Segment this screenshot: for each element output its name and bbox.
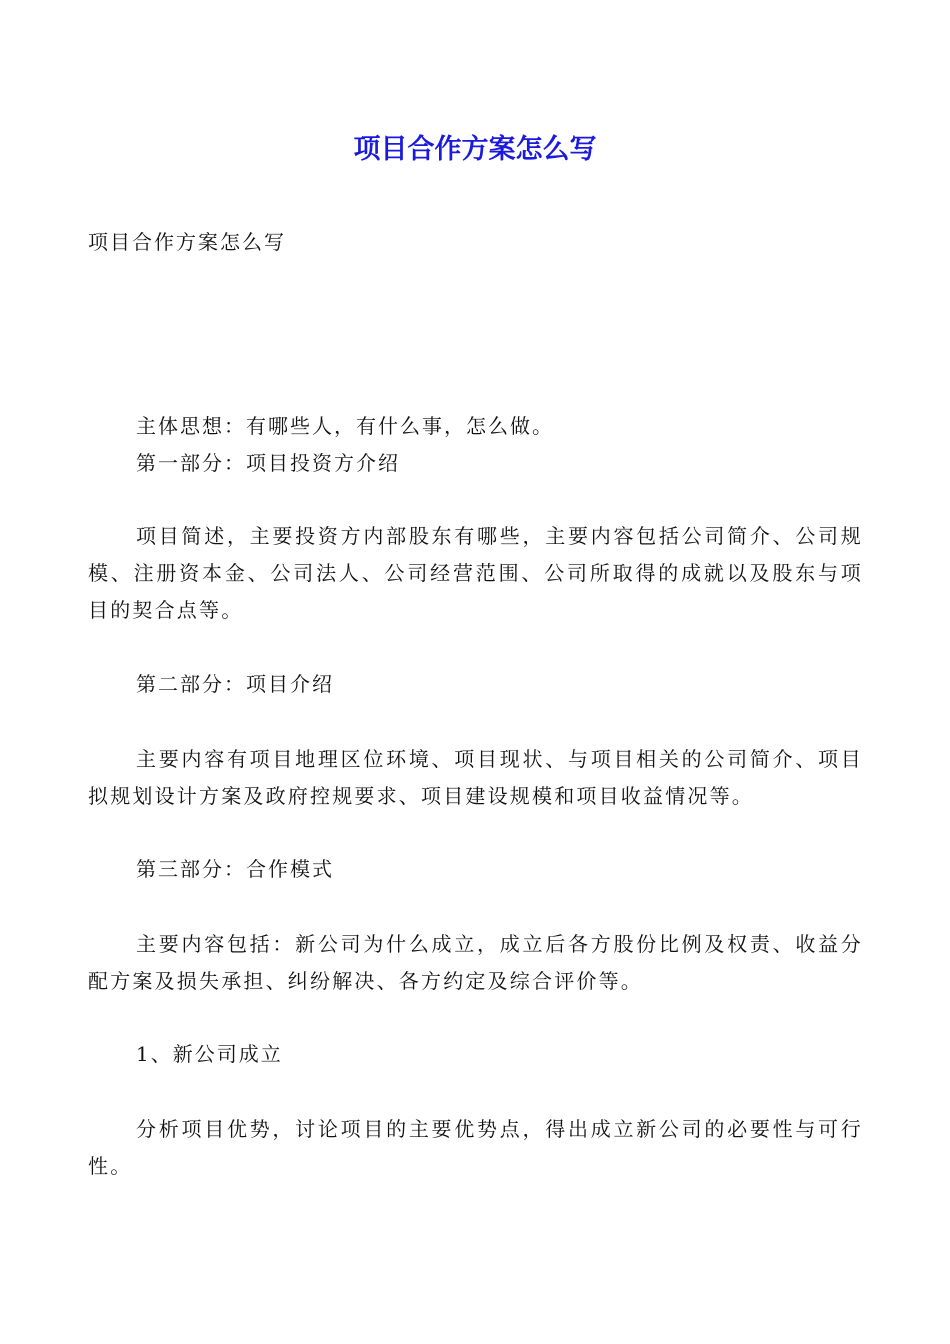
document-subtitle: 项目合作方案怎么写 (88, 230, 286, 254)
part2-body: 主要内容有项目地理区位环境、项目现状、与项目相关的公司简介、项目拟规划设计方案及政府控规要求、项目建设规模和项目收益情况等。 (88, 747, 863, 808)
main-idea-line: 主体思想：有哪些人，有什么事，怎么做。 (136, 414, 554, 438)
section1-heading: 1、新公司成立 (136, 1042, 283, 1066)
part2-heading: 第二部分：项目介绍 (136, 672, 334, 696)
document-title: 项目合作方案怎么写 (353, 134, 597, 165)
part3-heading: 第三部分：合作模式 (136, 857, 334, 881)
part3-body: 主要内容包括：新公司为什么成立，成立后各方股份比例及权责、收益分配方案及损失承担、纠纷解决、各方约定及综合评价等。 (88, 932, 863, 993)
part1-heading: 第一部分：项目投资方介绍 (136, 451, 400, 475)
part1-body: 项目简述，主要投资方内部股东有哪些，主要内容包括公司简介、公司规模、注册资本金、公司法人、公司经营范围、公司所取得的成就以及股东与项目的契合点等。 (88, 524, 863, 622)
section1-body: 分析项目优势，讨论项目的主要优势点，得出成立新公司的必要性与可行性。 (88, 1117, 863, 1178)
